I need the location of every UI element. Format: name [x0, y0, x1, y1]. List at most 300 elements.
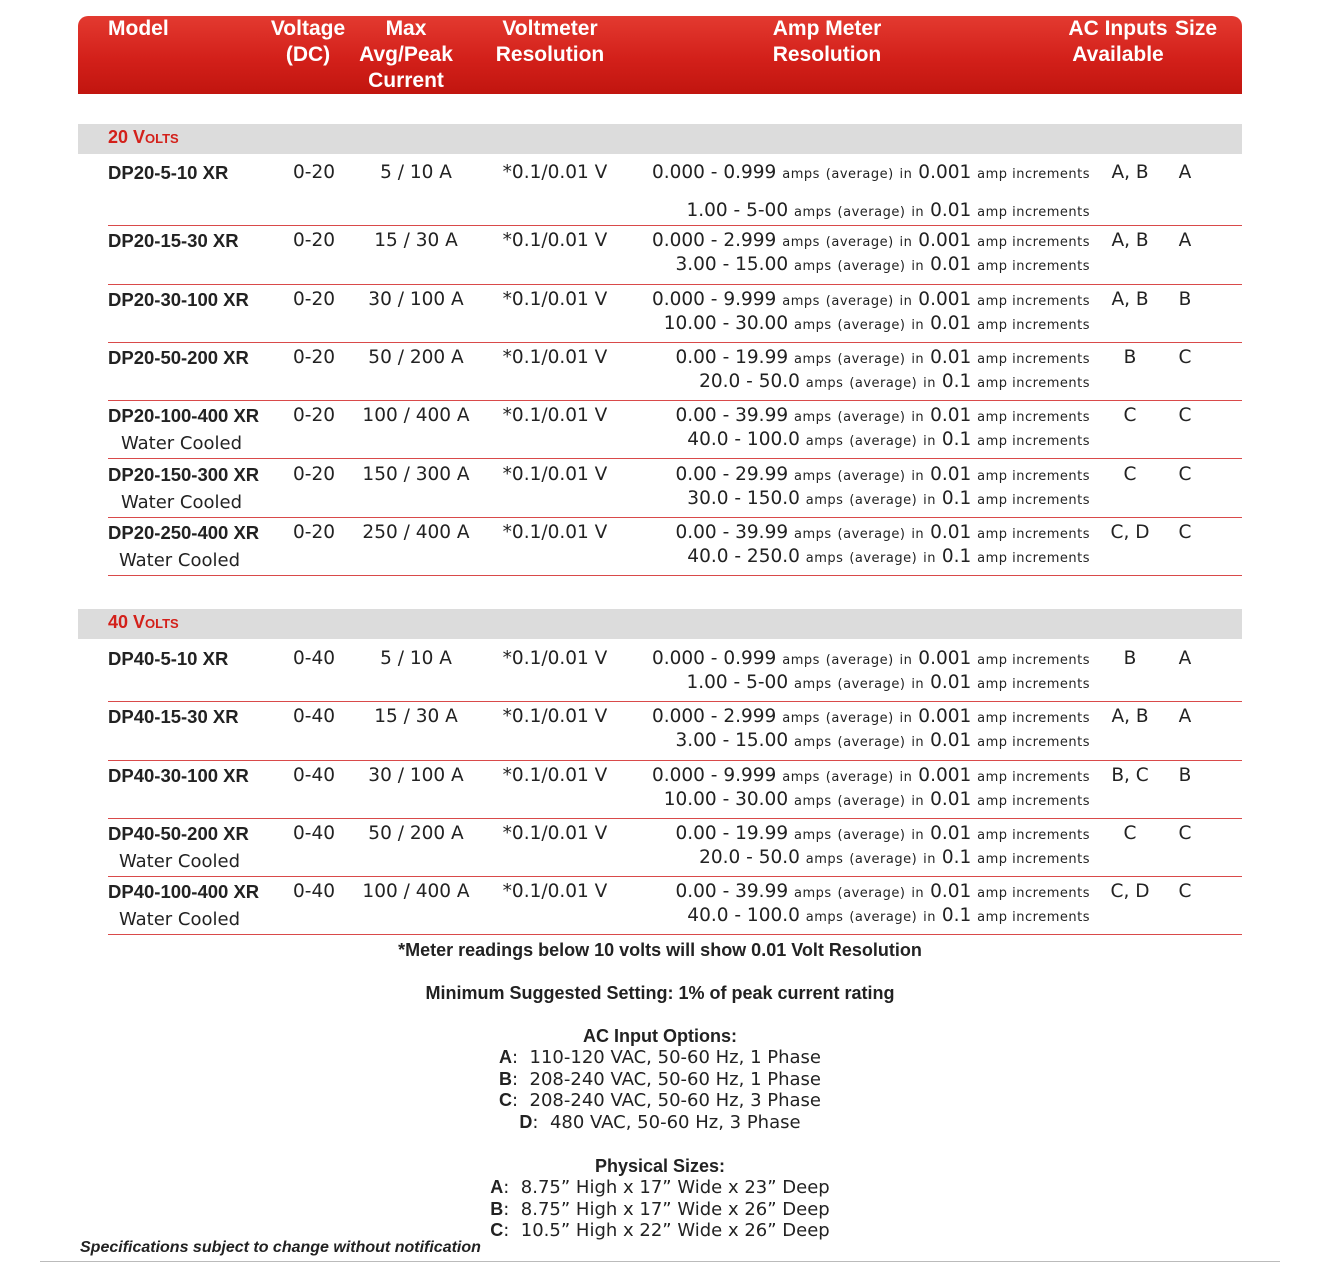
amp-resolution-line1: [652, 230, 1090, 251]
voltage-range: 0-40: [293, 881, 335, 903]
amp-increment: 0.001: [918, 288, 972, 310]
amp-increment: 0.1: [941, 370, 972, 392]
physical-size: C: [1178, 405, 1192, 427]
model-subtitle: Water Cooled: [119, 549, 241, 571]
table-row: [0, 644, 1320, 702]
model-name: DP20-5-10 XR: [108, 162, 229, 183]
amp-increments-word: amp increments: [977, 293, 1090, 309]
header-voltage-line2: (DC): [285, 43, 331, 66]
average-word: (average): [825, 653, 894, 668]
amp-resolution-line2: [687, 546, 1090, 567]
model-name: DP20-30-100 XR: [108, 288, 249, 310]
in-word: in: [911, 468, 925, 484]
row-divider: [108, 575, 1242, 576]
amp-increments-word: amp increments: [977, 550, 1090, 566]
table-row: [0, 158, 1320, 226]
amp-resolution-line1: [676, 464, 1090, 485]
in-word: in: [923, 492, 936, 508]
in-word: in: [899, 653, 913, 668]
amp-resolution-line1: [676, 405, 1090, 426]
ac-inputs: A, B: [1111, 230, 1149, 252]
amp-increment: 0.01: [930, 254, 972, 276]
amp-increment: 0.001: [918, 648, 972, 669]
amp-resolution-line2: [699, 847, 1090, 868]
amp-resolution-line2: [664, 313, 1090, 334]
amp-resolution-line1: [652, 706, 1090, 727]
average-word: (average): [837, 317, 906, 333]
in-word: in: [923, 375, 936, 391]
amps-word: amps: [794, 827, 832, 843]
amp-increment: 0.01: [930, 200, 972, 221]
max-current: 30 / 100 A: [368, 764, 464, 786]
ac-option-item: A: 110-120 VAC, 50-60 Hz, 1 Phase: [499, 1047, 821, 1068]
section-bar-20v: [78, 124, 1242, 154]
amp-range: 40.0 - 100.0: [687, 429, 800, 451]
physical-size: C: [1178, 521, 1192, 543]
option-key: A: [490, 1177, 504, 1197]
model-name: DP40-50-200 XR: [108, 822, 249, 844]
amps-word: amps: [794, 205, 832, 220]
voltage-range: 0-40: [293, 706, 335, 728]
voltage-range: 0-20: [293, 521, 335, 543]
amp-increment: 0.01: [930, 788, 972, 810]
amp-range: 0.00 - 39.99: [675, 881, 789, 903]
header-ac-line1: AC Inputs: [1068, 17, 1168, 40]
amp-resolution-line1: [652, 648, 1090, 669]
header-ampmeter: [762, 16, 892, 68]
voltmeter-resolution: *0.1/0.01 V: [502, 521, 608, 543]
amp-range: 40.0 - 250.0: [687, 545, 800, 567]
amp-increments-word: amp increments: [977, 769, 1090, 785]
physical-size: A: [1178, 230, 1192, 252]
model-subtitle: Water Cooled: [119, 909, 241, 931]
amp-range: 3.00 - 15.00: [675, 254, 789, 276]
amp-increments-word: amp increments: [977, 410, 1090, 426]
option-key: A: [499, 1047, 512, 1067]
option-key: C: [490, 1220, 504, 1240]
in-word: in: [911, 410, 925, 426]
ac-inputs: A, B: [1111, 706, 1149, 728]
table-row: [0, 518, 1320, 576]
amp-range: 30.0 - 150.0: [687, 487, 800, 509]
voltage-range: 0-40: [293, 648, 335, 669]
amp-increment: 0.01: [930, 312, 972, 334]
amp-increment: 0.01: [930, 405, 972, 427]
average-word: (average): [849, 851, 918, 867]
in-word: in: [911, 677, 925, 692]
header-ac-line2: Available: [1072, 43, 1164, 66]
physical-size: A: [1178, 162, 1192, 183]
ac-inputs: B, C: [1111, 764, 1149, 786]
amp-range: 40.0 - 100.0: [687, 905, 800, 927]
option-key: B: [499, 1068, 512, 1089]
max-current: 50 / 200 A: [368, 346, 464, 368]
in-word: in: [911, 317, 925, 333]
amps-word: amps: [794, 317, 832, 333]
amps-word: amps: [782, 167, 820, 182]
voltage-range: 0-20: [293, 230, 335, 252]
amp-increments-word: amp increments: [977, 910, 1090, 926]
amp-increments-word: amp increments: [977, 677, 1090, 692]
amp-increment: 0.1: [941, 429, 972, 451]
amp-increment: 0.1: [941, 487, 972, 509]
amp-resolution-line1: [652, 765, 1090, 786]
option-text: 208-240 VAC, 50-60 Hz, 1 Phase: [529, 1068, 821, 1090]
ac-options-title: AC Input Options:: [583, 1026, 737, 1046]
physical-size: C: [1178, 463, 1192, 485]
table-row: [0, 226, 1320, 284]
ac-inputs: C, D: [1110, 881, 1150, 903]
amp-range: 0.000 - 9.999: [651, 764, 777, 786]
header-model: Model: [108, 17, 169, 40]
average-word: (average): [837, 410, 906, 426]
voltmeter-resolution: *0.1/0.01 V: [502, 230, 608, 252]
max-current: 15 / 30 A: [374, 706, 458, 728]
amp-increment: 0.01: [930, 881, 972, 903]
model-name: DP20-100-400 XR: [108, 405, 260, 427]
voltage-range: 0-20: [293, 346, 335, 368]
voltmeter-resolution: *0.1/0.01 V: [502, 288, 608, 310]
amp-range: 10.00 - 30.00: [663, 312, 789, 334]
table-row: [0, 343, 1320, 401]
amp-increment: 0.01: [930, 521, 972, 543]
header-ampmeter-line2: Resolution: [772, 43, 882, 66]
table-row: [0, 877, 1320, 935]
voltage-range: 0-20: [293, 463, 335, 485]
amp-resolution-line2: [664, 789, 1090, 810]
average-word: (average): [825, 769, 894, 785]
voltage-range: 0-20: [293, 405, 335, 427]
model-name: DP20-15-30 XR: [108, 230, 239, 252]
amp-range: 20.0 - 50.0: [699, 370, 800, 392]
amps-word: amps: [805, 434, 844, 450]
amp-increment: 0.01: [930, 463, 972, 485]
amp-increment: 0.1: [941, 545, 972, 567]
amps-word: amps: [805, 375, 844, 391]
amps-word: amps: [794, 526, 832, 542]
amp-range: 0.000 - 2.999: [651, 706, 777, 728]
ac-inputs: A, B: [1111, 162, 1149, 183]
header-ampmeter-line1: Amp Meter: [772, 17, 882, 40]
amps-word: amps: [794, 886, 832, 902]
amp-resolution-line2: [676, 730, 1090, 751]
amp-range: 1.00 - 5-00: [686, 672, 789, 693]
max-current: 150 / 300 A: [362, 463, 470, 485]
voltmeter-resolution: *0.1/0.01 V: [502, 346, 608, 368]
amp-range: 0.00 - 39.99: [675, 521, 789, 543]
amp-resolution-line2: [686, 200, 1090, 221]
option-key: D: [519, 1111, 533, 1132]
ac-inputs: C: [1123, 822, 1137, 844]
in-word: in: [923, 910, 936, 926]
option-key: C: [499, 1090, 512, 1110]
average-word: (average): [825, 711, 894, 727]
amp-resolution-line1: [676, 881, 1090, 902]
header-current: [356, 16, 456, 94]
average-word: (average): [837, 677, 906, 692]
average-word: (average): [837, 886, 906, 902]
amp-increments-word: amp increments: [977, 351, 1090, 367]
amp-resolution-line2: [699, 371, 1090, 392]
amp-increment: 0.1: [941, 846, 972, 868]
amp-increment: 0.01: [930, 822, 972, 844]
header-current-line1: Max: [385, 17, 427, 40]
physical-size-item: B: 8.75” High x 17” Wide x 26” Deep: [490, 1198, 830, 1220]
voltage-range: 0-40: [293, 764, 335, 786]
max-current: 50 / 200 A: [368, 822, 464, 844]
model-subtitle: Water Cooled: [121, 433, 243, 455]
bottom-rule: [40, 1261, 1280, 1262]
in-word: in: [911, 526, 925, 542]
model-subtitle: Water Cooled: [121, 491, 243, 513]
amp-resolution-line1: [676, 522, 1090, 543]
amp-range: 0.000 - 2.999: [651, 230, 777, 252]
amp-increments-word: amp increments: [977, 317, 1090, 333]
model-name: DP20-150-300 XR: [108, 463, 260, 485]
average-word: (average): [837, 526, 906, 542]
option-text: 110-120 VAC, 50-60 Hz, 1 Phase: [529, 1047, 821, 1068]
amp-increments-word: amp increments: [977, 259, 1090, 275]
amp-increment: 0.01: [930, 730, 972, 752]
in-word: in: [911, 793, 925, 809]
amp-range: 0.00 - 19.99: [675, 822, 789, 844]
amp-increments-word: amp increments: [977, 526, 1090, 542]
amp-increments-word: amp increments: [977, 793, 1090, 809]
amp-resolution-line1: [652, 162, 1090, 183]
voltmeter-resolution: *0.1/0.01 V: [502, 405, 608, 427]
average-word: (average): [825, 293, 894, 309]
amps-word: amps: [794, 351, 832, 367]
model-name: DP40-30-100 XR: [108, 764, 249, 786]
table-row: [0, 285, 1320, 343]
amp-increment: 0.001: [918, 230, 972, 252]
amps-word: amps: [794, 410, 832, 426]
ac-option-item: C: 208-240 VAC, 50-60 Hz, 3 Phase: [499, 1090, 821, 1111]
amp-range: 1.00 - 5-00: [686, 200, 789, 221]
amps-word: amps: [794, 259, 832, 275]
physical-size: B: [1178, 764, 1192, 786]
amps-word: amps: [782, 235, 820, 251]
average-word: (average): [849, 910, 918, 926]
model-name: DP20-250-400 XR: [108, 521, 260, 543]
amp-increments-word: amp increments: [977, 167, 1090, 182]
amp-increments-word: amp increments: [977, 711, 1090, 727]
amp-range: 0.00 - 19.99: [675, 346, 789, 368]
ac-inputs: B: [1123, 346, 1137, 368]
amp-increments-word: amp increments: [977, 851, 1090, 867]
average-word: (average): [837, 351, 906, 367]
amp-increments-word: amp increments: [977, 735, 1090, 751]
amps-word: amps: [782, 769, 820, 785]
header-current-line2: Avg/Peak: [359, 43, 453, 66]
header-size: Size: [1174, 17, 1218, 40]
in-word: in: [899, 711, 913, 727]
amps-word: amps: [794, 793, 832, 809]
average-word: (average): [837, 205, 906, 220]
in-word: in: [911, 351, 925, 367]
max-current: 250 / 400 A: [362, 521, 470, 543]
in-word: in: [923, 434, 936, 450]
average-word: (average): [849, 375, 918, 391]
amp-increments-word: amp increments: [977, 434, 1090, 450]
table-header: [78, 16, 1242, 94]
amp-range: 20.0 - 50.0: [699, 846, 800, 868]
ac-option-item: B: 208-240 VAC, 50-60 Hz, 1 Phase: [499, 1068, 821, 1090]
in-word: in: [899, 769, 913, 785]
amp-range: 0.00 - 39.99: [675, 405, 789, 427]
average-word: (average): [849, 434, 918, 450]
header-voltmeter-line1: Voltmeter: [502, 17, 598, 40]
header-current-line3: Current: [368, 69, 444, 92]
amp-resolution-line2: [687, 905, 1090, 926]
amp-increment: 0.001: [918, 706, 972, 728]
physical-sizes-title: Physical Sizes:: [594, 1156, 726, 1176]
max-current: 100 / 400 A: [362, 881, 470, 903]
in-word: in: [923, 550, 936, 566]
in-word: in: [911, 827, 925, 843]
max-current: 5 / 10 A: [380, 648, 452, 669]
physical-size: A: [1178, 648, 1192, 669]
amp-increment: 0.01: [930, 672, 972, 693]
amp-increments-word: amp increments: [977, 886, 1090, 902]
amps-word: amps: [794, 468, 832, 484]
amp-increments-word: amp increments: [977, 235, 1090, 251]
ac-inputs: C: [1123, 463, 1137, 485]
voltage-range: 0-40: [293, 822, 335, 844]
section-title: 40 Volts: [108, 612, 179, 632]
model-name: DP40-5-10 XR: [108, 648, 229, 669]
amp-resolution-line2: [687, 488, 1090, 509]
option-text: 480 VAC, 50-60 Hz, 3 Phase: [549, 1111, 801, 1133]
voltmeter-resolution: *0.1/0.01 V: [502, 881, 608, 903]
voltmeter-resolution: *0.1/0.01 V: [502, 764, 608, 786]
average-word: (average): [837, 735, 906, 751]
in-word: in: [911, 886, 925, 902]
average-word: (average): [837, 827, 906, 843]
amp-range: 0.00 - 29.99: [675, 463, 789, 485]
section-title: 20 Volts: [108, 127, 179, 147]
ac-inputs: C: [1123, 405, 1137, 427]
model-name: DP20-50-200 XR: [108, 346, 249, 368]
amps-word: amps: [805, 910, 844, 926]
average-word: (average): [837, 259, 906, 275]
in-word: in: [899, 235, 913, 251]
amp-resolution-line1: [676, 347, 1090, 368]
max-current: 5 / 10 A: [380, 162, 452, 183]
model-subtitle: Water Cooled: [119, 850, 241, 872]
physical-size: A: [1178, 706, 1192, 728]
meter-note: *Meter readings below 10 volts will show 0.01 Volt Resolution: [398, 940, 922, 960]
header-voltage: [268, 16, 348, 68]
amp-resolution-line2: [676, 254, 1090, 275]
option-text: 8.75” High x 17” Wide x 26” Deep: [520, 1198, 830, 1220]
amp-increments-word: amp increments: [977, 492, 1090, 508]
table-row: [0, 819, 1320, 877]
min-setting-note: Minimum Suggested Setting: 1% of peak current rating: [425, 983, 895, 1003]
option-text: 10.5” High x 22” Wide x 26” Deep: [520, 1220, 830, 1241]
average-word: (average): [849, 550, 918, 566]
table-row: [0, 702, 1320, 760]
table-row: [0, 460, 1320, 518]
amp-range: 10.00 - 30.00: [663, 788, 789, 810]
model-name: DP40-15-30 XR: [108, 706, 239, 728]
header-voltage-line1: Voltage: [270, 17, 346, 40]
average-word: (average): [837, 468, 906, 484]
voltmeter-resolution: *0.1/0.01 V: [502, 822, 608, 844]
amp-increment: 0.01: [930, 346, 972, 368]
amp-resolution-line2: [686, 672, 1090, 693]
average-word: (average): [825, 235, 894, 251]
header-voltmeter: [490, 16, 610, 68]
physical-size-item: A: 8.75” High x 17” Wide x 23” Deep: [490, 1177, 830, 1198]
table-row: [0, 401, 1320, 459]
option-key: B: [490, 1198, 504, 1219]
header-ac-inputs: [1068, 16, 1168, 68]
average-word: (average): [825, 167, 894, 182]
amps-word: amps: [782, 653, 820, 668]
section-bar-40v: [78, 609, 1242, 639]
physical-size: C: [1178, 822, 1192, 844]
amp-resolution-line1: [652, 289, 1090, 310]
table-row: [0, 761, 1320, 819]
amps-word: amps: [805, 492, 844, 508]
row-divider: [108, 934, 1242, 935]
ac-inputs: C, D: [1110, 521, 1150, 543]
ac-inputs: A, B: [1111, 288, 1149, 310]
amp-increments-word: amp increments: [977, 205, 1090, 220]
amp-resolution-line2: [687, 429, 1090, 450]
amp-increment: 0.1: [941, 905, 972, 927]
option-text: 8.75” High x 17” Wide x 23” Deep: [520, 1177, 830, 1198]
in-word: in: [911, 259, 925, 275]
max-current: 15 / 30 A: [374, 230, 458, 252]
average-word: (average): [849, 492, 918, 508]
ac-option-item: D: 480 VAC, 50-60 Hz, 3 Phase: [519, 1111, 801, 1133]
amps-word: amps: [805, 851, 844, 867]
amp-increment: 0.001: [918, 162, 972, 183]
ac-inputs: B: [1123, 648, 1137, 669]
disclaimer: Specifications subject to change without notification: [80, 1239, 481, 1256]
physical-size-item: C: 10.5” High x 22” Wide x 26” Deep: [490, 1220, 830, 1241]
model-name: DP40-100-400 XR: [108, 881, 260, 903]
amps-word: amps: [794, 677, 832, 692]
average-word: (average): [837, 793, 906, 809]
amps-word: amps: [794, 735, 832, 751]
option-text: 208-240 VAC, 50-60 Hz, 3 Phase: [529, 1090, 821, 1111]
amp-increments-word: amp increments: [977, 653, 1090, 668]
amps-word: amps: [782, 711, 820, 727]
amps-word: amps: [782, 293, 820, 309]
amp-increments-word: amp increments: [977, 375, 1090, 391]
in-word: in: [899, 293, 913, 309]
amp-range: 0.000 - 0.999: [651, 162, 777, 183]
amp-resolution-line1: [676, 823, 1090, 844]
max-current: 30 / 100 A: [368, 288, 464, 310]
amp-range: 0.000 - 9.999: [651, 288, 777, 310]
voltmeter-resolution: *0.1/0.01 V: [502, 648, 608, 669]
amps-word: amps: [805, 550, 844, 566]
in-word: in: [899, 167, 913, 182]
physical-size: B: [1178, 288, 1192, 310]
amp-increment: 0.001: [918, 764, 972, 786]
physical-size: C: [1178, 346, 1192, 368]
amp-increments-word: amp increments: [977, 827, 1090, 843]
voltage-range: 0-20: [293, 162, 335, 183]
voltmeter-resolution: *0.1/0.01 V: [502, 706, 608, 728]
in-word: in: [911, 205, 925, 220]
header-voltmeter-line2: Resolution: [495, 43, 605, 66]
voltage-range: 0-20: [293, 288, 335, 310]
